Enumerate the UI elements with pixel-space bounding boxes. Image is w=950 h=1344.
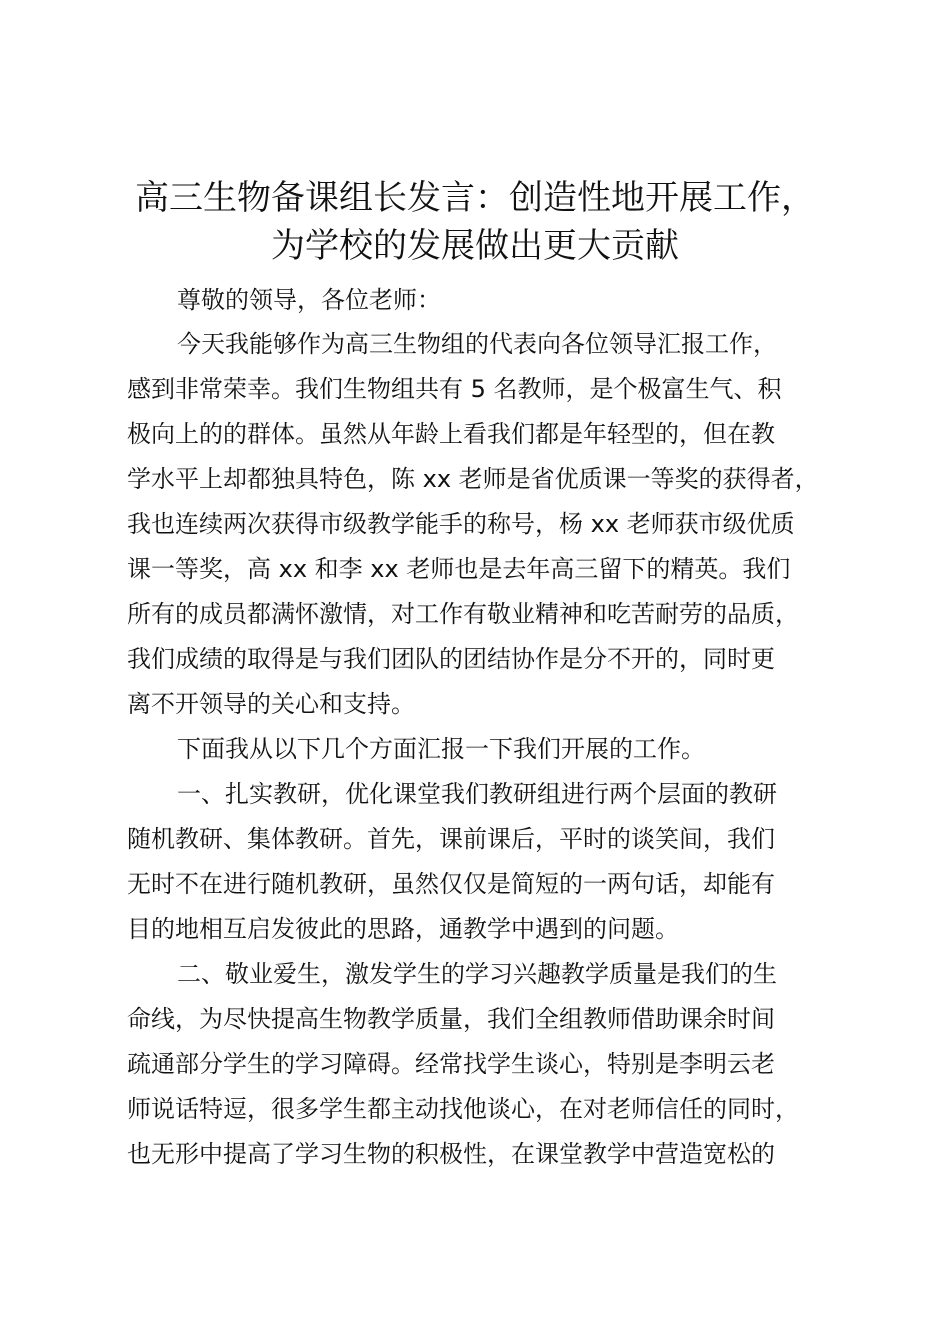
document-title-line-1: 高三生物备课组长发言：创造性地开展工作， (135, 178, 815, 218)
paragraph-line: 随机教研、集体教研。首先，课前课后，平时的谈笑间，我们 (127, 825, 775, 853)
paragraph-line: 疏通部分学生的学习障碍。经常找学生谈心，特别是李明云老 (127, 1050, 775, 1078)
paragraph-line: 离不开领导的关心和支持。 (127, 690, 415, 718)
paragraph-line: 我们成绩的取得是与我们团队的团结协作是分不开的，同时更 (127, 645, 775, 673)
paragraph-line: 目的地相互启发彼此的思路，通教学中遇到的问题。 (127, 915, 679, 943)
paragraph-line: 感到非常荣幸。我们生物组共有 5 名教师，是个极富生气、积 (127, 375, 782, 403)
paragraph-line: 命线，为尽快提高生物教学质量，我们全组教师借助课余时间 (127, 1005, 775, 1033)
salutation: 尊敬的领导，各位老师： (177, 286, 441, 314)
paragraph-line: 也无形中提高了学习生物的积极性，在课堂教学中营造宽松的 (127, 1140, 775, 1168)
section-two-heading-line: 二、敬业爱生，激发学生的学习兴趣教学质量是我们的生 (177, 960, 777, 988)
paragraph-line: 下面我从以下几个方面汇报一下我们开展的工作。 (177, 735, 705, 763)
section-one-heading-line: 一、扎实教研，优化课堂我们教研组进行两个层面的教研 (177, 780, 777, 808)
paragraph-line: 今天我能够作为高三生物组的代表向各位领导汇报工作， (177, 330, 777, 358)
paragraph-line: 我也连续两次获得市级教学能手的称号，杨 xx 老师获市级优质 (127, 510, 795, 538)
paragraph-line: 无时不在进行随机教研，虽然仅仅是简短的一两句话，却能有 (127, 870, 775, 898)
paragraph-line: 学水平上却都独具特色，陈 xx 老师是省优质课一等奖的获得者， (127, 465, 819, 493)
paragraph-line: 师说话特逗，很多学生都主动找他谈心，在对老师信任的同时， (127, 1095, 799, 1123)
paragraph-line: 极向上的的群体。虽然从年龄上看我们都是年轻型的，但在教 (127, 420, 775, 448)
paragraph-line: 所有的成员都满怀激情，对工作有敬业精神和吃苦耐劳的品质， (127, 600, 799, 628)
document-title-line-2: 为学校的发展做出更大贡献 (271, 226, 679, 266)
paragraph-line: 课一等奖，高 xx 和李 xx 老师也是去年高三留下的精英。我们 (127, 555, 791, 583)
